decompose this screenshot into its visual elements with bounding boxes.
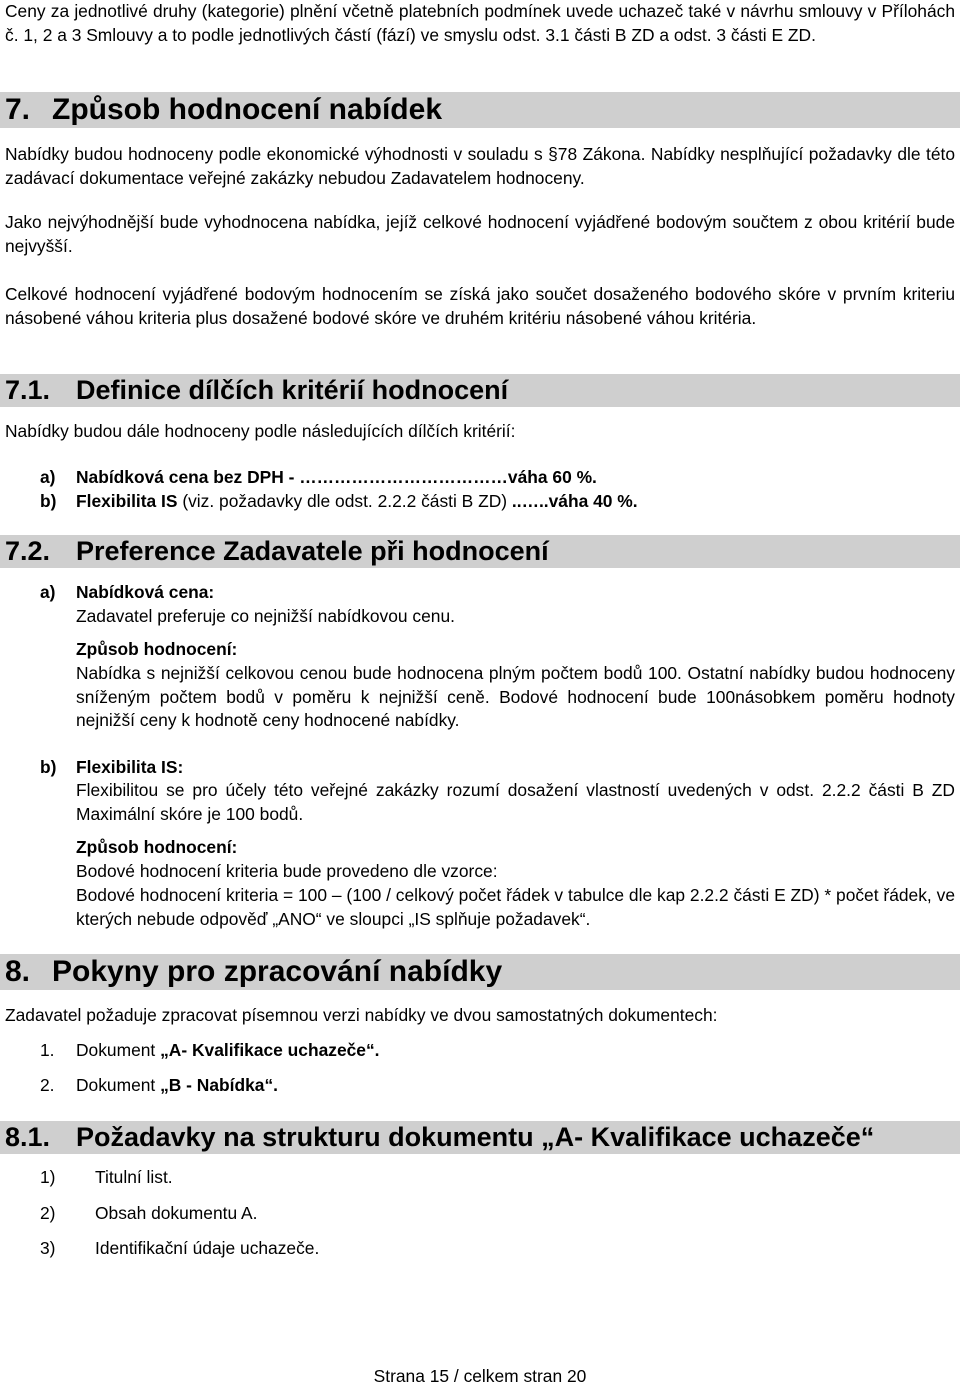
section-7-2-title: Preference Zadavatele při hodnocení — [76, 536, 549, 566]
criterion-b — [76, 490, 638, 513]
section-7-1-number: 7.1. — [5, 375, 51, 405]
preference-b-method-line-1: Bodové hodnocení kriteria bude provedeno dle vzorce: — [76, 861, 498, 881]
section-7-paragraph-2: Jako nejvýhodnější bude vyhodnocena nabídka, jejíž celkové hodnocení vyjádřené bodovým součtem z obou kritérií bude nejvyšší. — [5, 212, 955, 256]
preference-b-method-line-2: Bodové hodnocení kriteria = 100 – (100 / celkový počet řádek v tabulce dle kap 2.2.2 části E ZD) * počet řádek, ve kterých nebude odpověď „ANO“ ve sloupci „IS splňuje požadavek“. — [76, 885, 955, 929]
criterion-b-weight: ..…..váha 40 %. — [507, 491, 638, 511]
section-8-heading — [0, 954, 960, 990]
document-2 — [76, 1074, 278, 1097]
structure-item-1-marker: 1) — [40, 1167, 56, 1187]
section-8-number: 8. — [5, 955, 31, 988]
document-2-name: „B - Nabídka“. — [160, 1075, 278, 1095]
section-8-1-heading — [0, 1121, 960, 1154]
structure-item-2-marker: 2) — [40, 1203, 56, 1223]
section-8-intro: Zadavatel požaduje zpracovat písemnou verzi nabídky ve dvou samostatných dokumentech: — [5, 1005, 718, 1025]
structure-item-2-text: Obsah dokumentu A. — [95, 1203, 258, 1223]
structure-item-3-marker: 3) — [40, 1238, 56, 1258]
criterion-a — [76, 466, 597, 489]
preference-a-marker: a) — [40, 582, 56, 602]
preference-b-text: Flexibilitou se pro účely této veřejné zakázky rozumí dosažení vlastností uvedených v odst. 2.2.2 části B ZD Maximální skóre je 100 bodů. — [76, 780, 955, 824]
document-2-marker: 2. — [40, 1075, 55, 1095]
preference-b-marker: b) — [40, 757, 57, 777]
section-8-1-number: 8.1. — [5, 1122, 51, 1152]
section-7-number: 7. — [5, 93, 31, 126]
document-1-marker: 1. — [40, 1040, 55, 1060]
preference-b-label: Flexibilita IS: — [76, 757, 184, 777]
preference-a-label: Nabídková cena: — [76, 582, 215, 602]
page-footer: Strana 15 / celkem stran 20 — [373, 1366, 587, 1386]
preference-a-text: Zadavatel preferuje co nejnižší nabídkovou cenu. — [76, 606, 455, 626]
document-2-prefix: Dokument — [76, 1075, 161, 1095]
structure-item-3-text: Identifikační údaje uchazeče. — [95, 1238, 320, 1258]
section-7-paragraph-1: Nabídky budou hodnoceny podle ekonomické výhodnosti v souladu s §78 Zákona. Nabídky nesplňující požadavky dle této zadávací dokumentace veřejné zakázky nebudou Zadavatelem hodnoceny. — [5, 144, 955, 188]
document-1 — [76, 1039, 380, 1062]
section-7-1-title: Definice dílčích kritérií hodnocení — [76, 375, 509, 405]
criterion-b-marker: b) — [40, 491, 57, 511]
criterion-b-note: (viz. požadavky dle odst. 2.2.2 části B ZD) — [177, 491, 508, 511]
preference-b-method-label: Způsob hodnocení: — [76, 837, 238, 857]
intro-paragraph: Ceny za jednotlivé druhy (kategorie) plnění včetně platebních podmínek uvede uchazeč také v návrhu smlouvy v Přílohách č. 1, 2 a 3 Smlouvy a to podle jednotlivých částí (fází) ve smyslu odst. 3.1 části B ZD a odst. 3 části E ZD. — [5, 1, 955, 45]
section-8-1-title: Požadavky na strukturu dokumentu „A- Kvalifikace uchazeče“ — [76, 1122, 875, 1152]
section-7-paragraph-3: Celkové hodnocení vyjádřené bodovým hodnocením se získá jako součet dosaženého bodového skóre v prvním kriteriu násobené váhou kriteria plus dosažené bodové skóre ve druhém kritériu násobené váhou kritéria. — [5, 284, 955, 328]
preference-a-method-label: Způsob hodnocení: — [76, 639, 238, 659]
criterion-a-text: Nabídková cena bez DPH - ………………………………váha 60 %. — [76, 467, 597, 487]
document-1-prefix: Dokument — [76, 1040, 161, 1060]
section-7-1-intro: Nabídky budou dále hodnoceny podle následujících dílčích kritérií: — [5, 421, 516, 441]
section-7-2-number: 7.2. — [5, 536, 51, 566]
document-1-name: „A- Kvalifikace uchazeče“. — [160, 1040, 380, 1060]
section-7-2-heading — [0, 535, 960, 568]
section-8-title: Pokyny pro zpracování nabídky — [52, 955, 503, 988]
criterion-b-name: Flexibilita IS — [76, 491, 178, 511]
preference-a-method-text: Nabídka s nejnižší celkovou cenou bude hodnocena plným počtem bodů 100. Ostatní nabídky budou hodnoceny sníženým počtem bodů v poměru k nejnižší ceně. Bodové hodnocení bude 100násobkem poměru hodnoty nejnižší ceny k hodnotě ceny hodnocené nabídky. — [76, 663, 955, 731]
section-7-1-heading — [0, 374, 960, 407]
section-7-title: Způsob hodnocení nabídek — [52, 93, 442, 126]
structure-item-1-text: Titulní list. — [95, 1167, 173, 1187]
criterion-a-marker: a) — [40, 467, 56, 487]
section-7-heading — [0, 92, 960, 128]
